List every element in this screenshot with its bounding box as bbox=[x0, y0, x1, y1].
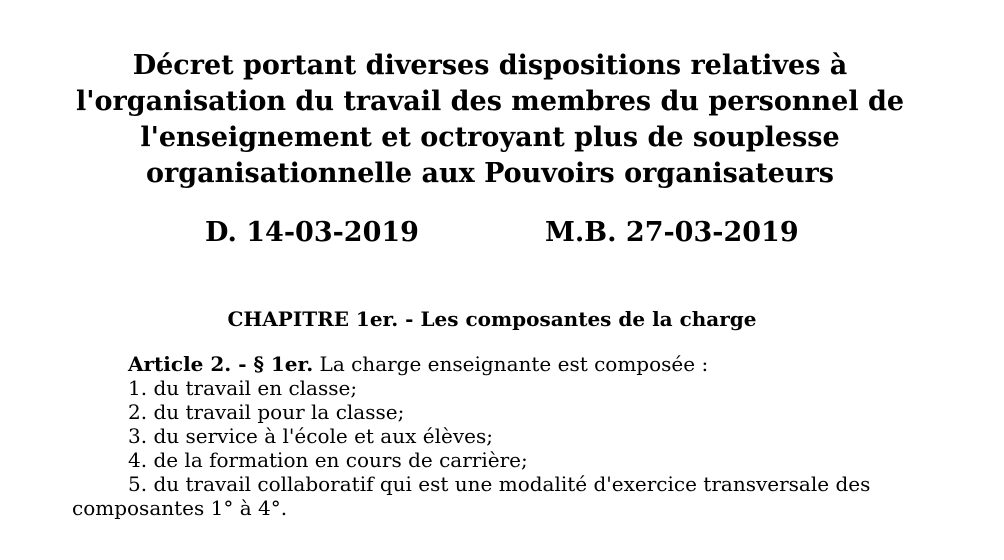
article-item-5-continuation: composantes 1° à 4°. bbox=[72, 496, 288, 520]
moniteur-belge-date: M.B. 27-03-2019 bbox=[545, 217, 799, 248]
article-intro: La charge enseignante est composée : bbox=[313, 352, 709, 376]
article-item-1: 1. du travail en classe; bbox=[128, 376, 358, 400]
article-item-3: 3. du service à l'école et aux élèves; bbox=[128, 424, 493, 448]
article-item-4: 4. de la formation en cours de carrière; bbox=[128, 448, 528, 472]
article-heading: Article 2. - § 1er. bbox=[128, 352, 314, 376]
article-intro-line bbox=[72, 352, 932, 376]
chapter-heading: CHAPITRE 1er. - Les composantes de la charge bbox=[227, 307, 757, 331]
decree-date: D. 14-03-2019 bbox=[205, 217, 419, 248]
article-item-2: 2. du travail pour la classe; bbox=[128, 400, 405, 424]
article-2 bbox=[72, 352, 932, 520]
decree-title: Décret portant diverses dispositions relatives à l'organisation du travail des membres du personnel de l'enseignement et octroyant plus de souplesse organisationnelle aux Pouvoirs organisateurs bbox=[75, 50, 905, 189]
article-item-5: 5. du travail collaboratif qui est une modalité d'exercice transversale des bbox=[128, 472, 871, 496]
